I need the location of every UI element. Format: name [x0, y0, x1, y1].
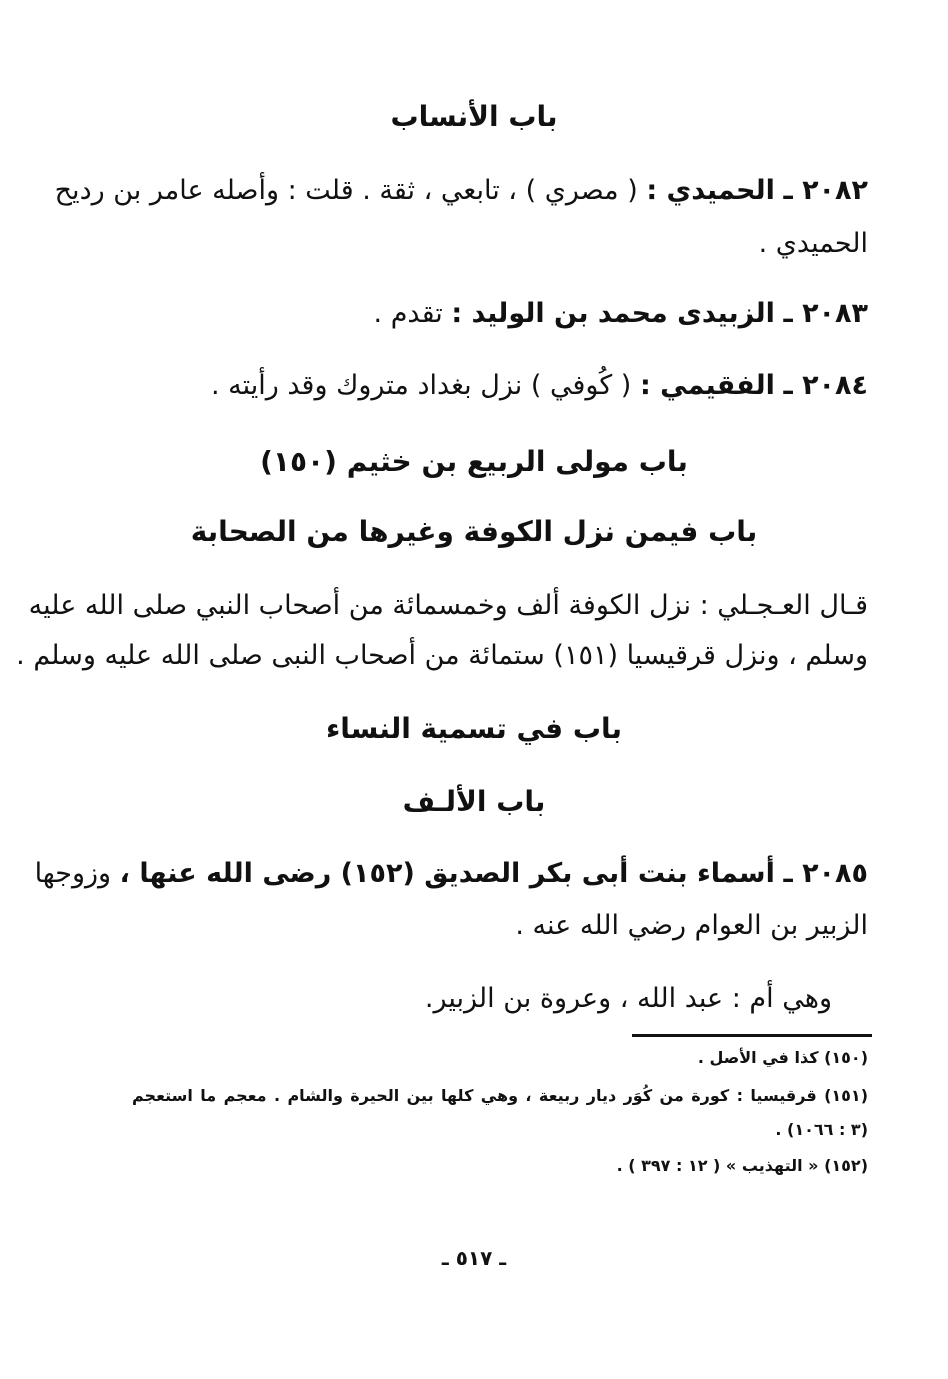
entry-2083-name: الزبيدى محمد بن الوليد :	[451, 298, 775, 329]
entry-2083-number: ٢٠٨٣ ـ	[783, 298, 868, 329]
entry-2085-number: ٢٠٨٥ ـ	[783, 858, 868, 889]
heading-nisa: باب في تسمية النساء	[325, 712, 623, 745]
footnote-152: (١٥٢) « التهذيب » ( ١٢ : ٣٩٧ ) .	[616, 1156, 868, 1175]
heading-mawla: باب مولى الربيع بن خثيم (١٥٠)	[260, 445, 688, 478]
kufa-paragraph-line1: قـال العـجـلي : نزل الكوفة ألف وخمسمائة من أصحاب النبي صلى الله عليه	[28, 590, 868, 621]
entry-2084-number: ٢٠٨٤ ـ	[783, 370, 868, 401]
entry-2085-line3: وهي أم : عبد الله ، وعروة بن الزبير.	[424, 983, 832, 1014]
footnote-150: (١٥٠) كذا في الأصل .	[697, 1048, 868, 1067]
entry-2082-line1	[55, 175, 868, 207]
entry-2085-name: أسماء بنت أبى بكر الصديق (١٥٢) رضى الله عنها ،	[119, 858, 775, 889]
entry-2083-text: تقدم .	[373, 298, 443, 329]
entry-2082-number: ٢٠٨٢ ـ	[783, 175, 868, 206]
entry-2084-text: ( كُوفي ) نزل بغداد متروك وقد رأيته .	[210, 370, 632, 401]
entry-2085-text: وزوجها	[34, 858, 112, 889]
entry-2082-line2: الحميدي .	[758, 228, 868, 259]
entry-2084-name: الفقيمي :	[639, 370, 775, 401]
entry-2082-name: الحميدي :	[646, 175, 775, 206]
footnote-151-line1: (١٥١) قرقيسيا : كورة من كُوَر ديار ربيعة ، وهي كلها بين الحيرة والشام . معجم ما استعجم	[132, 1086, 868, 1105]
entry-2082-text: ( مصري ) ، تابعي ، ثقة . قلت : وأصله عامر بن رديح	[54, 175, 638, 206]
entry-2084	[211, 370, 868, 402]
entry-2083	[374, 298, 868, 330]
entry-2085-line1	[35, 858, 868, 890]
heading-alif: باب الألـف	[402, 785, 546, 818]
heading-ansab: باب الأنساب	[390, 100, 558, 133]
heading-kufa: باب فيمن نزل الكوفة وغيرها من الصحابة	[190, 515, 758, 548]
footnote-151-line2: (٣ : ١٠٦٦) .	[775, 1120, 868, 1139]
kufa-paragraph-line2: وسلم ، ونزل قرقيسيا (١٥١) ستمائة من أصحاب النبى صلى الله عليه وسلم .	[16, 640, 868, 671]
footnote-separator	[632, 1034, 872, 1037]
page-number: ـ ٥١٧ ـ	[441, 1246, 507, 1270]
entry-2085-line2: الزبير بن العوام رضي الله عنه .	[515, 910, 868, 941]
